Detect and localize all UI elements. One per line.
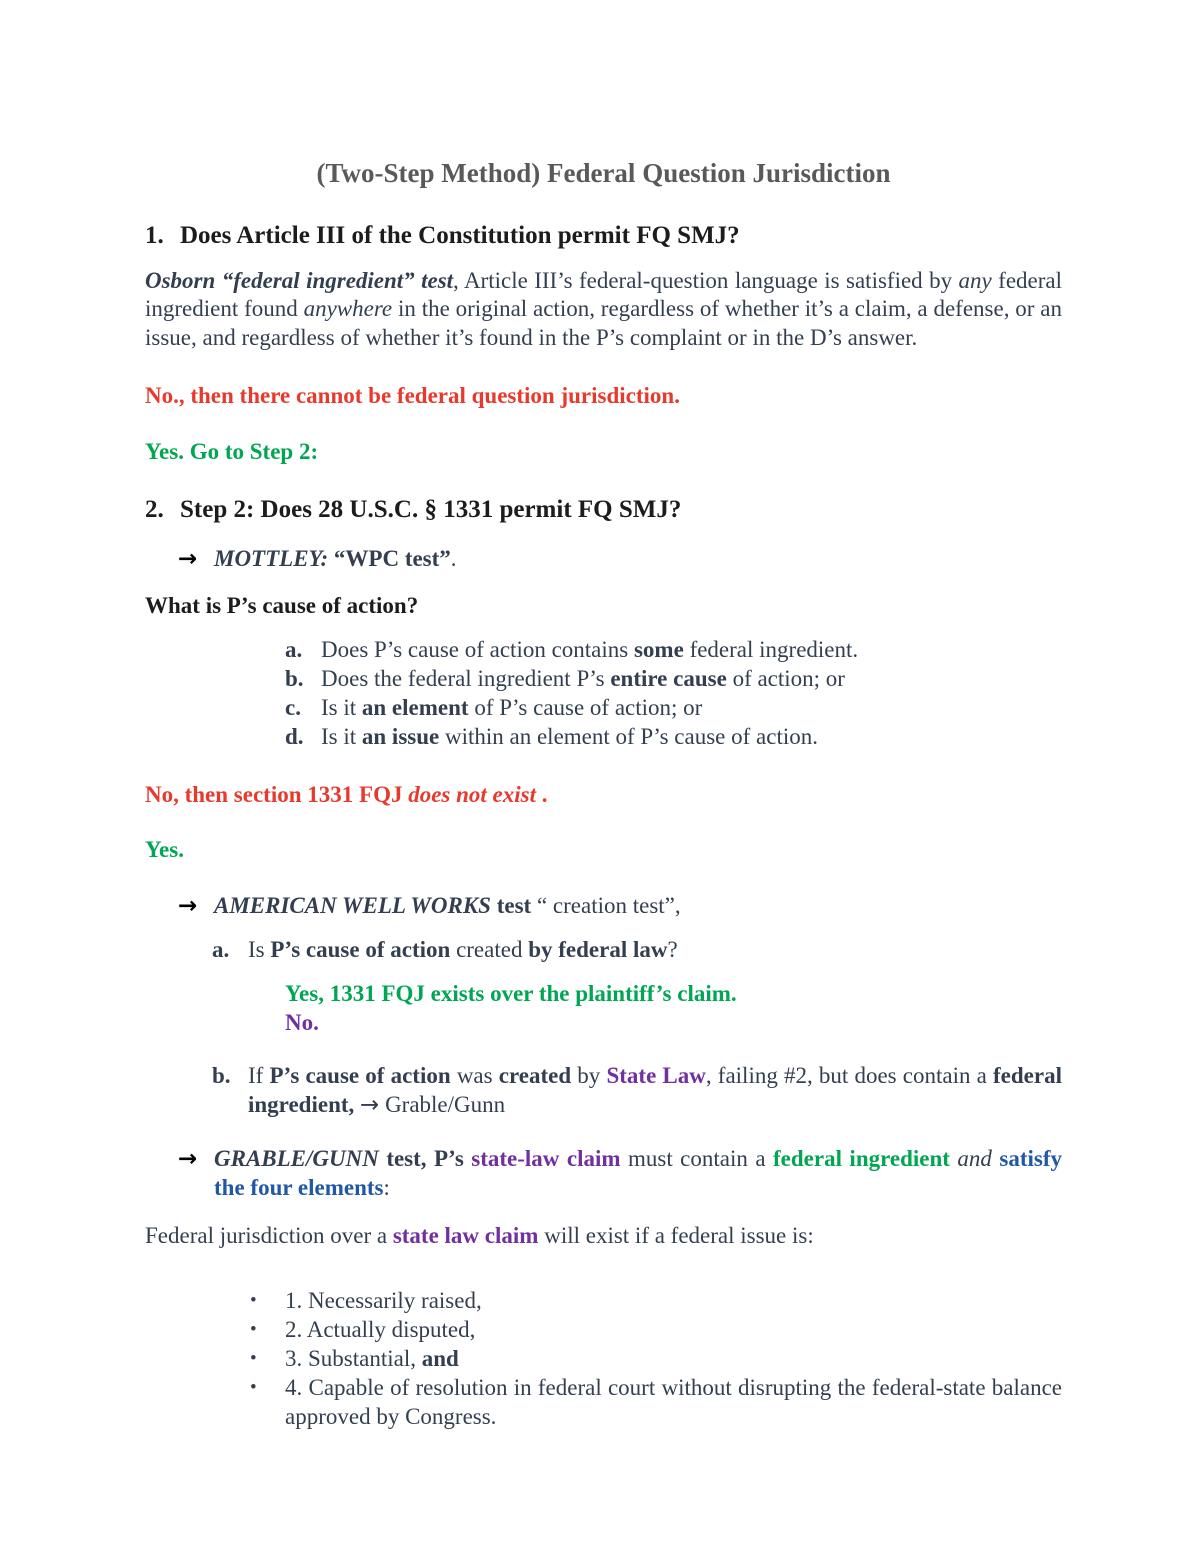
list-number: 1.	[145, 222, 164, 250]
text-run: test,	[378, 1146, 435, 1172]
text-run: and	[421, 1346, 459, 1372]
text-run: ?	[667, 936, 678, 962]
bullet-icon: •	[250, 1319, 257, 1341]
text-run: anywhere	[303, 296, 393, 322]
list-item	[250, 1287, 1062, 1316]
text-run: of action; or	[726, 665, 845, 691]
text-run: federal ingredient.	[683, 636, 859, 662]
text-run: test	[490, 892, 532, 918]
list-letter: a.	[212, 936, 230, 962]
text-run: federal ingredient	[773, 1146, 950, 1172]
four-elements-list	[145, 1287, 1062, 1432]
text-run: Federal jurisdiction over a	[145, 1223, 393, 1249]
american-well-works-item	[178, 892, 1062, 921]
text-run: some	[633, 636, 684, 662]
text-run: state law claim	[392, 1223, 539, 1249]
wpc-question: What is P’s cause of action?	[145, 592, 419, 618]
text-run: state-law claim	[471, 1146, 621, 1172]
text-run: 4. Capable of resolution in federal court without disrupting the federal-state balance approved by Congress.	[285, 1375, 1062, 1430]
aww-item-b	[212, 1062, 1062, 1120]
text-run: by	[571, 1063, 607, 1089]
list-item	[250, 1316, 1062, 1345]
text-run: will exist if a federal issue is:	[538, 1223, 814, 1249]
right-arrow-icon: →	[178, 1146, 198, 1173]
aww-item-a	[212, 936, 1062, 965]
text-run: satisfy the four elements	[214, 1146, 1063, 1201]
text-run: Does the federal ingredient P’s	[321, 665, 611, 691]
right-arrow-icon: →	[178, 892, 198, 919]
text-run: Grable/Gunn	[379, 1092, 506, 1118]
text-run: and	[957, 1146, 992, 1172]
page-title: (Two-Step Method) Federal Question Jurisdiction	[316, 158, 891, 188]
right-arrow-icon: →	[360, 1092, 380, 1119]
step2-heading	[145, 494, 1062, 526]
s1331-answer-no	[145, 781, 1062, 810]
text-run: , Article III’s federal-question language is satisfied by	[453, 267, 959, 293]
bullet-icon: •	[250, 1348, 257, 1370]
list-item	[285, 694, 1062, 723]
text-run: Is it	[321, 723, 362, 749]
list-item	[285, 636, 1062, 665]
text-run: .	[536, 781, 548, 807]
right-arrow-icon: →	[178, 545, 198, 572]
list-item	[285, 665, 1062, 694]
step1-answer-yes: Yes. Go to Step 2:	[145, 439, 319, 465]
list-letter: b.	[212, 1063, 231, 1089]
text-run: P’s cause of action	[270, 936, 451, 962]
list-letter: d.	[285, 723, 304, 749]
text-run: MOTTLEY:	[214, 545, 329, 571]
text-run: any	[958, 267, 992, 293]
text-run: Osborn “federal ingredient” test	[145, 267, 454, 293]
text-run: 3. Substantial,	[285, 1346, 422, 1372]
text-run: No, then section 1331 FQJ	[145, 781, 409, 807]
text-run: Is	[248, 936, 271, 962]
text-run: was	[450, 1063, 499, 1089]
text-run: 2. Actually disputed,	[285, 1317, 476, 1343]
text-run: “ creation test”,	[531, 892, 681, 918]
text-run: federal ingredient found	[145, 267, 1062, 322]
text-run: created	[498, 1063, 572, 1089]
step1-answer-no: No., then there cannot be federal question jurisdiction.	[145, 383, 680, 409]
text-run: State Law	[606, 1063, 706, 1089]
bullet-icon: •	[250, 1290, 257, 1312]
text-run: P’s cause of action	[269, 1063, 451, 1089]
text-run: created	[450, 936, 529, 962]
mottley-item	[178, 545, 1062, 574]
text-run: federal ingredient,	[248, 1063, 1062, 1118]
list-letter: b.	[285, 665, 304, 691]
step1-heading-text: Does Article III of the Constitution permit FQ SMJ?	[180, 222, 740, 250]
wpc-sublist	[145, 636, 1062, 752]
list-number: 2.	[145, 496, 164, 524]
step1-heading	[145, 220, 1062, 252]
aww-a-answer-no: No.	[285, 1009, 319, 1035]
list-letter: c.	[285, 694, 301, 720]
text-run: GRABLE/GUNN	[214, 1146, 379, 1172]
text-run: an element	[361, 694, 469, 720]
bullet-icon: •	[250, 1377, 257, 1399]
step2-heading-text: Step 2: Does 28 U.S.C. § 1331 permit FQ SMJ?	[180, 496, 682, 524]
list-item	[285, 723, 1062, 752]
s1331-answer-yes: Yes.	[145, 836, 184, 862]
text-run: .	[450, 545, 457, 571]
list-item	[250, 1374, 1062, 1432]
text-run: an issue	[361, 723, 440, 749]
osborn-paragraph	[145, 267, 1062, 354]
aww-a-answer-yes: Yes, 1331 FQJ exists over the plaintiff’s claim.	[285, 980, 737, 1006]
list-item	[250, 1345, 1062, 1374]
grable-gunn-item	[178, 1145, 1062, 1203]
text-run: AMERICAN WELL WORKS	[214, 892, 491, 918]
text-run: must contain a	[620, 1146, 773, 1172]
text-run: does not exist	[408, 781, 536, 807]
text-run: in the original action, regardless of whether it’s a claim, a defense, or an issue, and regardless of whether it’s found in the P’s complaint or in the D’s answer.	[145, 296, 1062, 351]
federal-jurisdiction-line	[145, 1222, 1062, 1251]
text-run: within an element of P’s cause of action.	[439, 723, 818, 749]
text-run: , failing #2, but does contain a	[705, 1063, 994, 1089]
aww-a-answers	[285, 980, 1062, 1038]
text-run: :	[383, 1175, 390, 1201]
text-run: P’s	[434, 1146, 472, 1172]
list-letter: a.	[285, 636, 303, 662]
text-run: Is it	[321, 694, 362, 720]
text-run: by federal law	[528, 936, 668, 962]
text-run: “WPC test”	[328, 545, 451, 571]
text-run: Does P’s cause of action contains	[321, 636, 634, 662]
text-run: 1. Necessarily raised,	[285, 1288, 482, 1314]
text-run: of P’s cause of action; or	[468, 694, 703, 720]
text-run: entire cause	[610, 665, 727, 691]
text-run: If	[248, 1063, 270, 1089]
